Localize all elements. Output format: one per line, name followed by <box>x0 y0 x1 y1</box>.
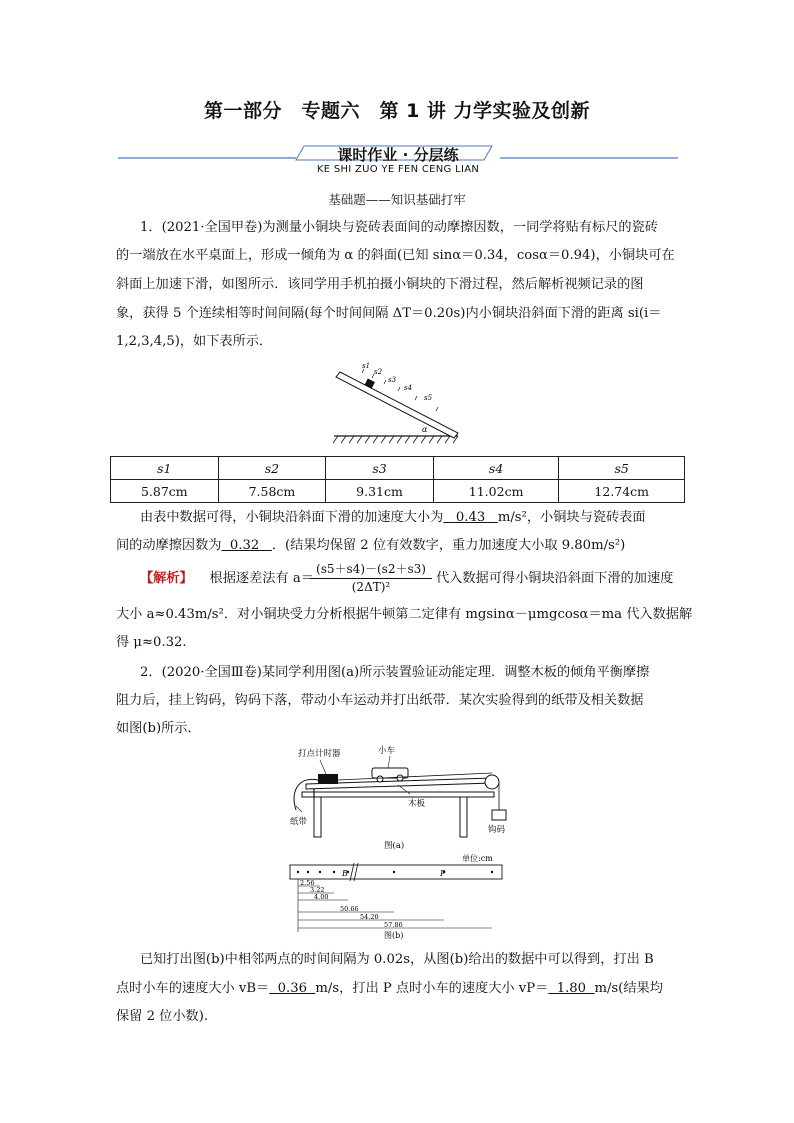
label-board: 木板 <box>408 799 426 809</box>
answer-text: 间的动摩擦因数为 <box>116 538 222 553</box>
answer-text: m/s(结果均 <box>594 981 663 996</box>
answer-value-mu: 0.32 <box>229 538 260 553</box>
leader-line <box>388 756 390 768</box>
label-tape: 纸带 <box>290 817 308 827</box>
answer-blank-mu <box>222 538 272 553</box>
dim-54-20: 54.20 <box>360 913 379 921</box>
caption-a: 图(a) <box>384 841 405 850</box>
q2-line2: 阻力后，挂上钩码，钩码下落，带动小车运动并打出纸带．某次实验得到的纸带及相关数据 <box>116 693 644 708</box>
tile-slab <box>336 372 458 438</box>
q1-line1: 1．(2021·全国甲卷)为测量小铜块与瓷砖表面间的动摩擦因数，一同学将贴有标尺的瓷砖 <box>140 220 658 235</box>
timer-block <box>318 774 338 784</box>
table-cell: 12.74cm <box>559 480 685 503</box>
dim-50-66: 50.66 <box>340 905 359 913</box>
label-point-B: B <box>342 869 348 878</box>
dim-57-86: 57.86 <box>384 921 403 929</box>
table-cell: 7.58cm <box>218 480 326 503</box>
answer-value-vB: 0.36 <box>277 981 307 996</box>
analysis-tag: 【解析】 <box>140 571 193 586</box>
label-alpha: α <box>422 425 428 434</box>
q2-answer-line3: 保留 2 位小数). <box>116 1009 209 1024</box>
section-label: 基础题——知识基础打牢 <box>328 192 466 207</box>
analysis-after: 代入数据可得小铜块沿斜面下滑的加速度 <box>436 571 674 586</box>
table-header-cell: s3 <box>326 457 434 480</box>
table-header-cell: s1 <box>111 457 219 480</box>
answer-text: 点时小车的速度大小 vB＝ <box>116 981 270 996</box>
q1-line3: 斜面上加速下滑，如图所示．该同学用手机拍摄小铜块的下滑过程，然后解析视频记录的图 <box>116 277 644 292</box>
answer-text: 由表中数据可得，小铜块沿斜面下滑的加速度大小为 <box>140 510 444 525</box>
q2-line3: 如图(b)所示． <box>116 721 201 736</box>
label-cart: 小车 <box>378 746 396 756</box>
distance-table <box>110 456 685 503</box>
dim-3-22: 3.22 <box>310 886 325 894</box>
q1-answer-line1 <box>140 505 700 531</box>
answer-text: m/s，打出 P 点时小车的速度大小 vP＝ <box>315 981 549 996</box>
cart-wheel <box>397 775 403 781</box>
leader-line <box>320 760 326 774</box>
table-header-cell: s4 <box>433 457 559 480</box>
answer-blank-accel <box>443 510 498 525</box>
dim-2-56: 2.56 <box>300 879 315 887</box>
tape-strip <box>290 865 502 879</box>
table-leg-left <box>314 797 321 837</box>
label-s1: s1 <box>362 362 371 370</box>
table-leg-right <box>460 797 467 837</box>
tabletop <box>302 792 494 797</box>
band-title: 课时作业 · 分层练 <box>337 146 459 164</box>
label-point-P: P <box>440 869 446 878</box>
q2-line1: 2．(2020·全国Ⅲ卷)某同学利用图(a)所示装置验证动能定理．调整木板的倾角平衡摩擦 <box>140 665 650 680</box>
table-cell: 5.87cm <box>111 480 219 503</box>
incline-figure <box>330 358 470 448</box>
tape-figure <box>284 852 514 940</box>
section-band <box>118 138 678 178</box>
table-cell: 11.02cm <box>433 480 559 503</box>
table-header-row <box>111 457 685 480</box>
answer-blank-vP <box>548 981 594 996</box>
label-unit: 单位:cm <box>462 854 493 863</box>
q1-line5: 1,2,3,4,5)，如下表所示． <box>116 334 273 349</box>
leader-line <box>296 806 302 812</box>
label-s4: s4 <box>404 384 413 392</box>
table-header-cell: s2 <box>218 457 326 480</box>
hook-weight <box>492 810 506 820</box>
band-pinyin: KE SHI ZUO YE FEN CENG LIAN <box>316 164 480 175</box>
label-s5: s5 <box>424 394 433 402</box>
caption-b: 图(b) <box>384 931 404 940</box>
table-header-cell: s5 <box>559 457 685 480</box>
page-title: 第一部分 专题六 第 1 讲 力学实验及创新 <box>203 100 591 122</box>
answer-value-accel: 0.43 <box>455 510 486 525</box>
q2-answer-line2 <box>116 976 716 1002</box>
q1-line2: 的一端放在水平桌面上，形成一倾角为 α 的斜面(已知 sinα＝0.34，cosα＝0.94)，小铜块可在 <box>116 248 675 263</box>
analysis-line3: 得 μ≈0.32. <box>116 635 187 650</box>
dim-4-00: 4.00 <box>314 893 329 901</box>
table-cell: 9.31cm <box>326 480 434 503</box>
label-s3: s3 <box>388 376 397 384</box>
q1-line4: 象，获得 5 个连续相等时间间隔(每个时间间隔 ΔT＝0.20s)内小铜块沿斜面下滑的距离 si(i＝ <box>116 306 662 321</box>
apparatus-figure <box>280 740 530 850</box>
pulley <box>485 775 499 789</box>
label-weight: 钩码 <box>488 825 506 835</box>
answer-value-vP: 1.80 <box>556 981 587 996</box>
analysis-line2: 大小 a≈0.43m/s²．对小铜块受力分析根据牛顿第二定律有 mgsinα－μmgcosα＝ma 代入数据解 <box>116 607 693 622</box>
q1-answer-line2 <box>116 533 706 559</box>
formula-denominator: (2ΔT)² <box>351 580 391 594</box>
answer-blank-vB <box>269 981 315 996</box>
label-s2: s2 <box>374 368 383 376</box>
answer-unit: m/s²，小铜块与瓷砖表面 <box>497 510 646 525</box>
label-timer: 打点计时器 <box>298 749 341 759</box>
answer-tail: ．(结果均保留 2 位有效数字，重力加速度大小取 9.80m/s²) <box>271 538 626 553</box>
analysis-lead: 根据逐差法有 a＝ <box>209 571 314 586</box>
formula-numerator: (s5＋s4)－(s2＋s3) <box>310 560 432 579</box>
table-row <box>111 480 685 503</box>
q2-answer-line1: 已知打出图(b)中相邻两点的时间间隔为 0.02s，从图(b)给出的数据中可以得到，打出 B <box>140 952 654 967</box>
formula-fraction <box>310 560 432 594</box>
ground-hatch <box>333 436 458 443</box>
cart-wheel <box>377 776 383 782</box>
